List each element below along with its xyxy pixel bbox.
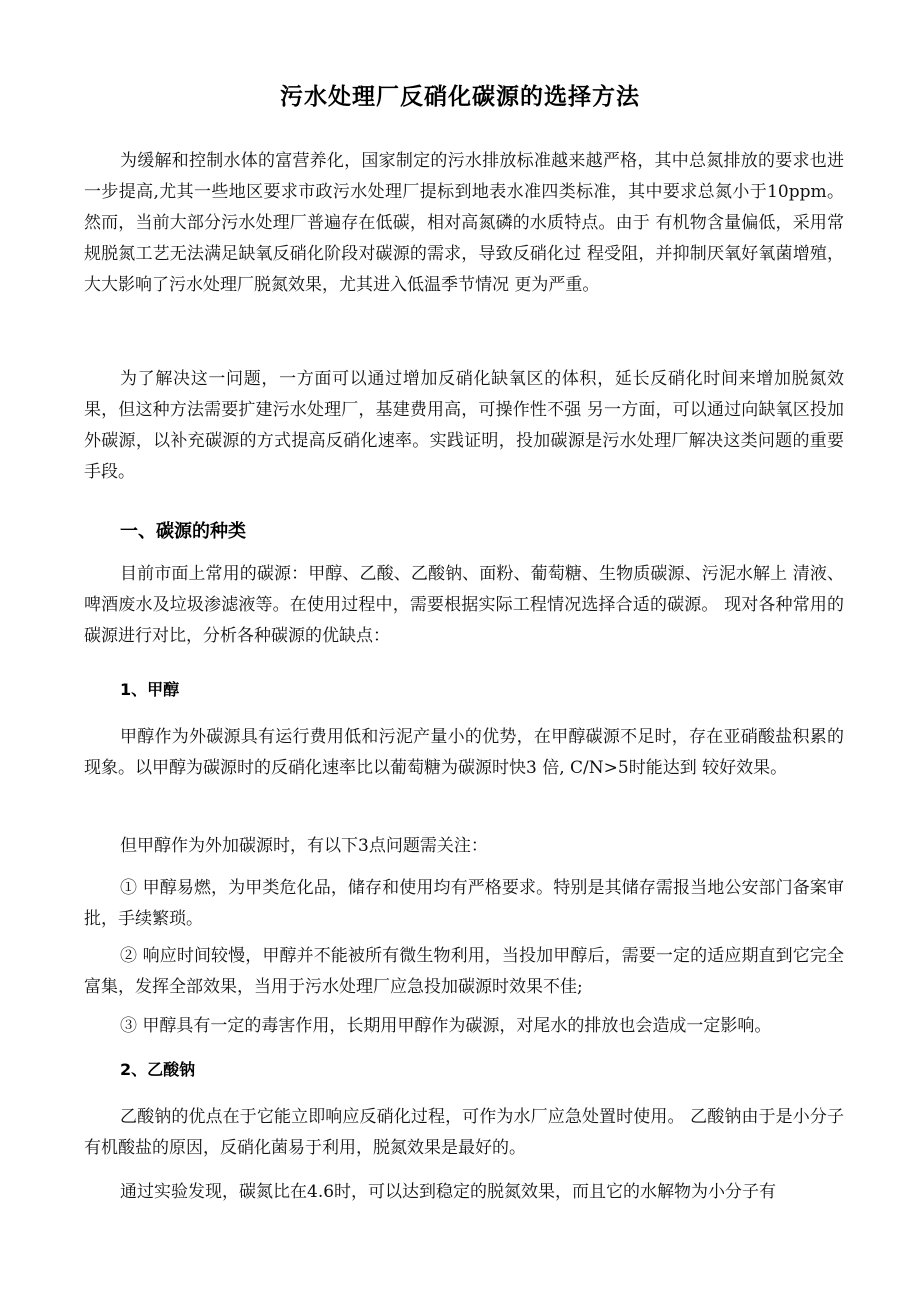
sodium-acetate-paragraph-2: 通过实验发现，碳氮比在4.6时，可以达到稳定的脱氮效果，而且它的水解物为小分子有 <box>120 1182 777 1202</box>
methanol-paragraph-1: 甲醇作为外碳源具有运行费用低和污泥产量小的优势，在甲醇碳源不足时，存在亚硝酸盐积累的现象。以甲醇为碳源时的反硝化速率比以葡萄糖为碳源时快3 倍, C/N>5时能达到 较好效果。 <box>84 727 844 778</box>
intro-paragraph-2: 为了解决这一问题，一方面可以通过增加反硝化缺氧区的体积，延长反硝化时间来增加脱氮效果，但这种方法需要扩建污水处理厂，基建费用高，可操作性不强 另一方面，可以通过向缺氧区投加外碳源，以补充碳源的方式提高反硝化速率。实践证明，投加碳源是污水处理厂解决这类问题的重要手段。 <box>84 369 844 482</box>
sodium-acetate-paragraph-1: 乙酸钠的优点在于它能立即响应反硝化过程，可作为水厂应急处置时使用。 乙酸钠由于是小分子有机酸盐的原因，反硝化菌易于利用，脱氮效果是最好的。 <box>84 1107 844 1158</box>
intro-paragraph-1: 为缓解和控制水体的富营养化，国家制定的污水排放标准越来越严格，其中总氮排放的要求也进一步提高,尤其一些地区要求市政污水处理厂提标到地表水准四类标准，其中要求总氮小于10ppm。然而，当前大部分污水处理厂普遍存在低碳，相对高氮磷的水质特点。由于 有机物含量偏低，采用常规脱氮工艺无法满足缺氧反硝化阶段对碳源的需求，导致反硝化过 程受阻，并抑制厌氧好氧菌增殖，大大影响了污水处理厂脱氮效果，尤其进入低温季节情况 更为严重。 <box>84 151 844 295</box>
methanol-paragraph-2: 但甲醇作为外加碳源时，有以下3点问题需关注： <box>120 836 488 856</box>
subheading-methanol: 1、甲醇 <box>120 680 180 699</box>
methanol-item-1: ① 甲醇易燃，为甲类危化品，储存和使用均有严格要求。特别是其储存需报当地公安部门备案审批，手续繁琐。 <box>84 878 844 929</box>
section-heading-carbon-types: 一、碳源的种类 <box>120 521 246 542</box>
document-title: 污水处理厂反硝化碳源的选择方法 <box>280 84 640 110</box>
methanol-item-2: ② 响应时间较慢，甲醇并不能被所有微生物利用，当投加甲醇后，需要一定的适应期直到它完全富集，发挥全部效果，当用于污水处理厂应急投加碳源时效果不佳; <box>84 946 844 997</box>
methanol-item-3: ③ 甲醇具有一定的毒害作用，长期用甲醇作为碳源，对尾水的排放也会造成一定影响。 <box>120 1016 772 1036</box>
subheading-sodium-acetate: 2、乙酸钠 <box>120 1060 196 1079</box>
section1-paragraph: 目前市面上常用的碳源：甲醇、乙酸、乙酸钠、面粉、葡萄糖、生物质碳源、污泥水解上 清液、啤酒废水及垃圾渗滤液等。在使用过程中，需要根据实际工程情况选择合适的碳源。 现对各种常用的碳源进行对比，分析各种碳源的优缺点： <box>84 564 844 646</box>
